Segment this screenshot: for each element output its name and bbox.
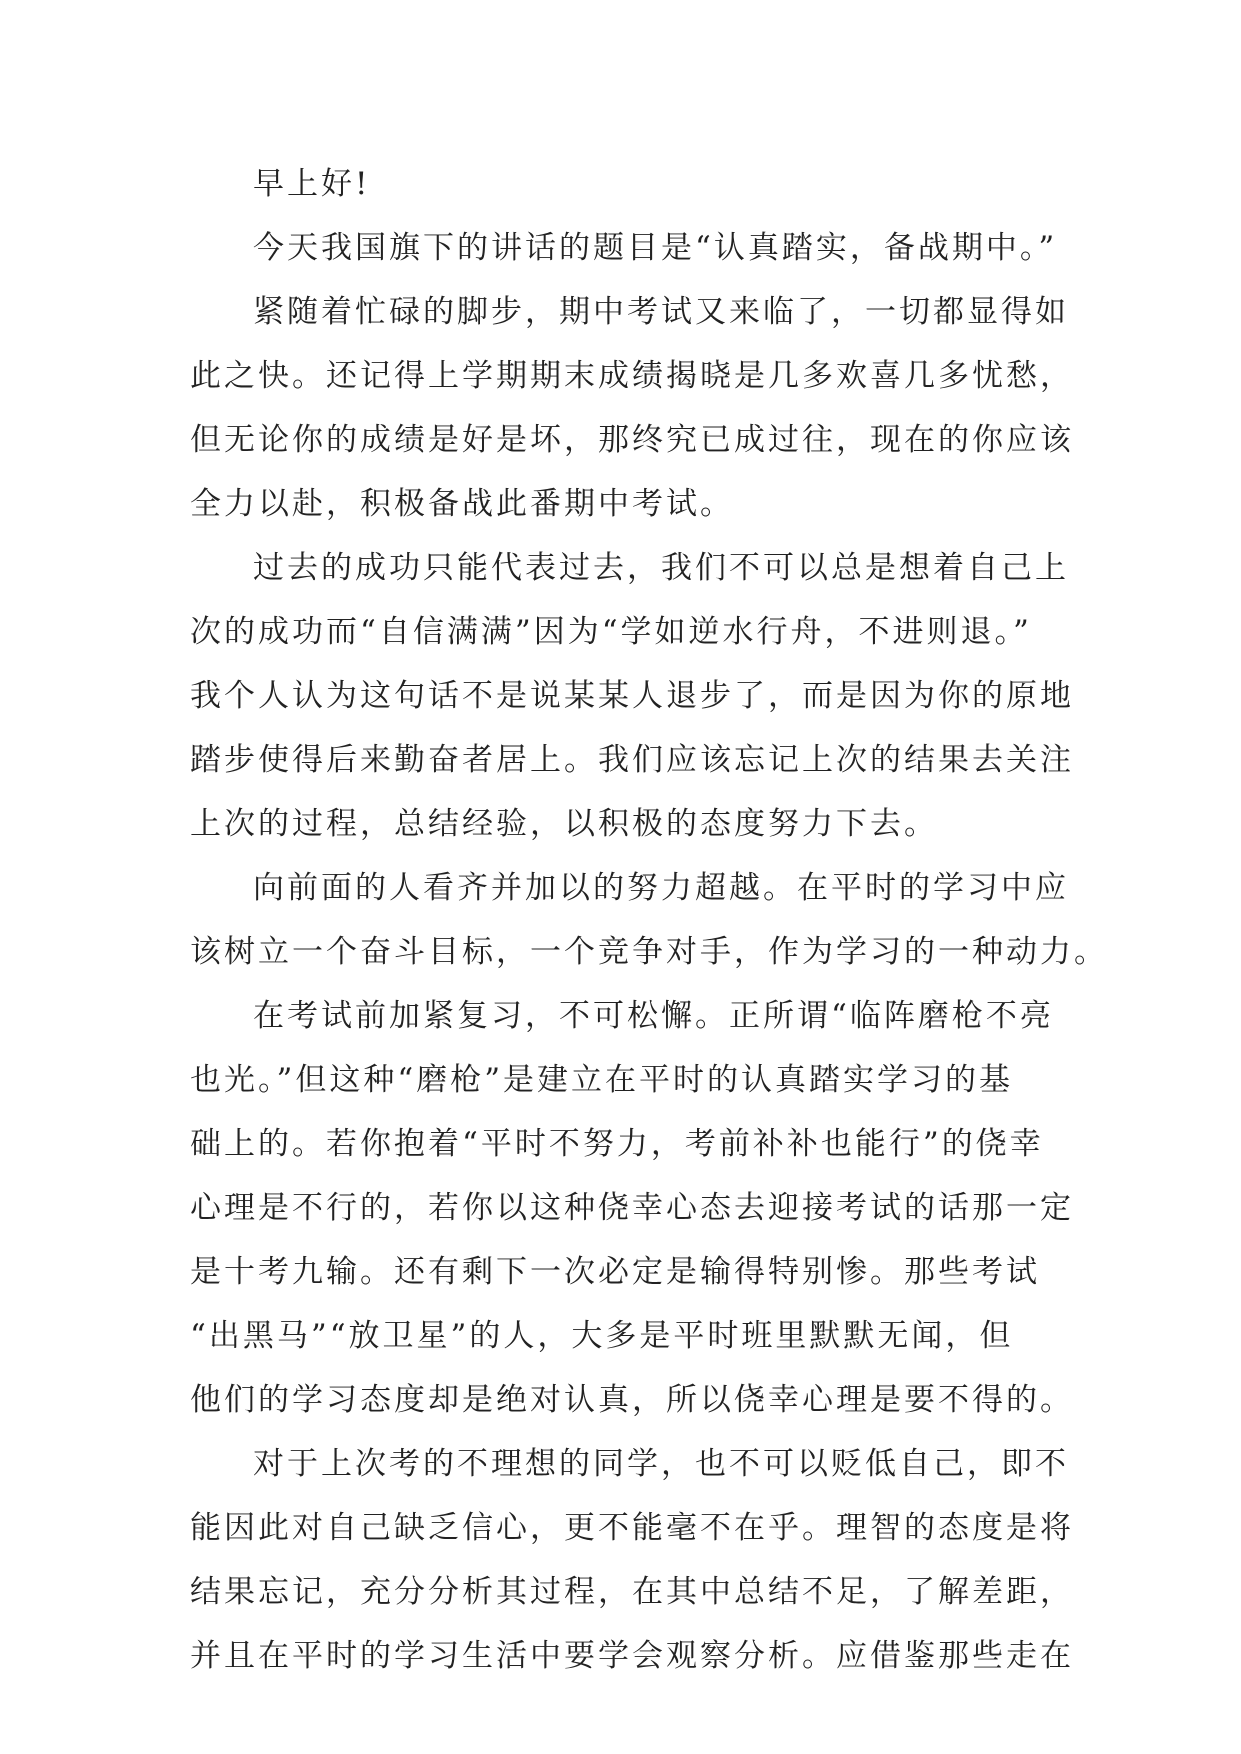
text-line: 础上的。若你抱着“平时不努力，考前补补也能行”的侥幸 xyxy=(190,1126,1044,1162)
text-line: 紧随着忙碌的脚步，期中考试又来临了，一切都显得如 xyxy=(253,294,1069,330)
text-line: 踏步使得后来勤奋者居上。我们应该忘记上次的结果去关注 xyxy=(190,742,1074,778)
text-line: 他们的学习态度却是绝对认真，所以侥幸心理是要不得的。 xyxy=(190,1382,1074,1418)
text-line: 过去的成功只能代表过去，我们不可以总是想着自己上 xyxy=(253,550,1069,586)
text-line: 对于上次考的不理想的同学，也不可以贬低自己，即不 xyxy=(253,1446,1069,1482)
paragraph-lines xyxy=(190,216,1108,1688)
text-line: 结果忘记，充分分析其过程，在其中总结不足，了解差距， xyxy=(190,1574,1074,1610)
text-line: 该树立一个奋斗目标，一个竞争对手，作为学习的一种动力。 xyxy=(190,934,1108,970)
text-line: 次的成功而“自信满满”因为“学如逆水行舟，不进则退。” xyxy=(190,614,1032,650)
text-line: 全力以赴，积极备战此番期中考试。 xyxy=(190,486,734,522)
text-line: 能因此对自己缺乏信心，更不能毫不在乎。理智的态度是将 xyxy=(190,1510,1074,1546)
text-line: 向前面的人看齐并加以的努力超越。在平时的学习中应 xyxy=(253,870,1069,906)
text-line: 是十考九输。还有剩下一次必定是输得特别惨。那些考试 xyxy=(190,1254,1040,1290)
text-line: 并且在平时的学习生活中要学会观察分析。应借鉴那些走在 xyxy=(190,1638,1074,1674)
greeting-line: 早上好! xyxy=(253,166,371,202)
text-line: 上次的过程，总结经验，以积极的态度努力下去。 xyxy=(190,806,938,842)
text-line: 也光。”但这种“磨枪”是建立在平时的认真踏实学习的基 xyxy=(190,1062,1014,1098)
text-line: 我个人认为这句话不是说某某人退步了，而是因为你的原地 xyxy=(190,678,1074,714)
text-line: 今天我国旗下的讲话的题目是“认真踏实，备战期中。” xyxy=(253,230,1058,266)
text-line: 此之快。还记得上学期期末成绩揭晓是几多欢喜几多忧愁， xyxy=(190,358,1074,394)
text-line: 心理是不行的，若你以这种侥幸心态去迎接考试的话那一定 xyxy=(190,1190,1074,1226)
text-line: “出黑马”“放卫星”的人，大多是平时班里默默无闻，但 xyxy=(190,1318,1014,1354)
speech-text xyxy=(190,152,1108,1688)
text-line: 在考试前加紧复习，不可松懈。正所谓“临阵磨枪不亮 xyxy=(253,998,1054,1034)
text-line: 但无论你的成绩是好是坏，那终究已成过往，现在的你应该 xyxy=(190,422,1074,458)
